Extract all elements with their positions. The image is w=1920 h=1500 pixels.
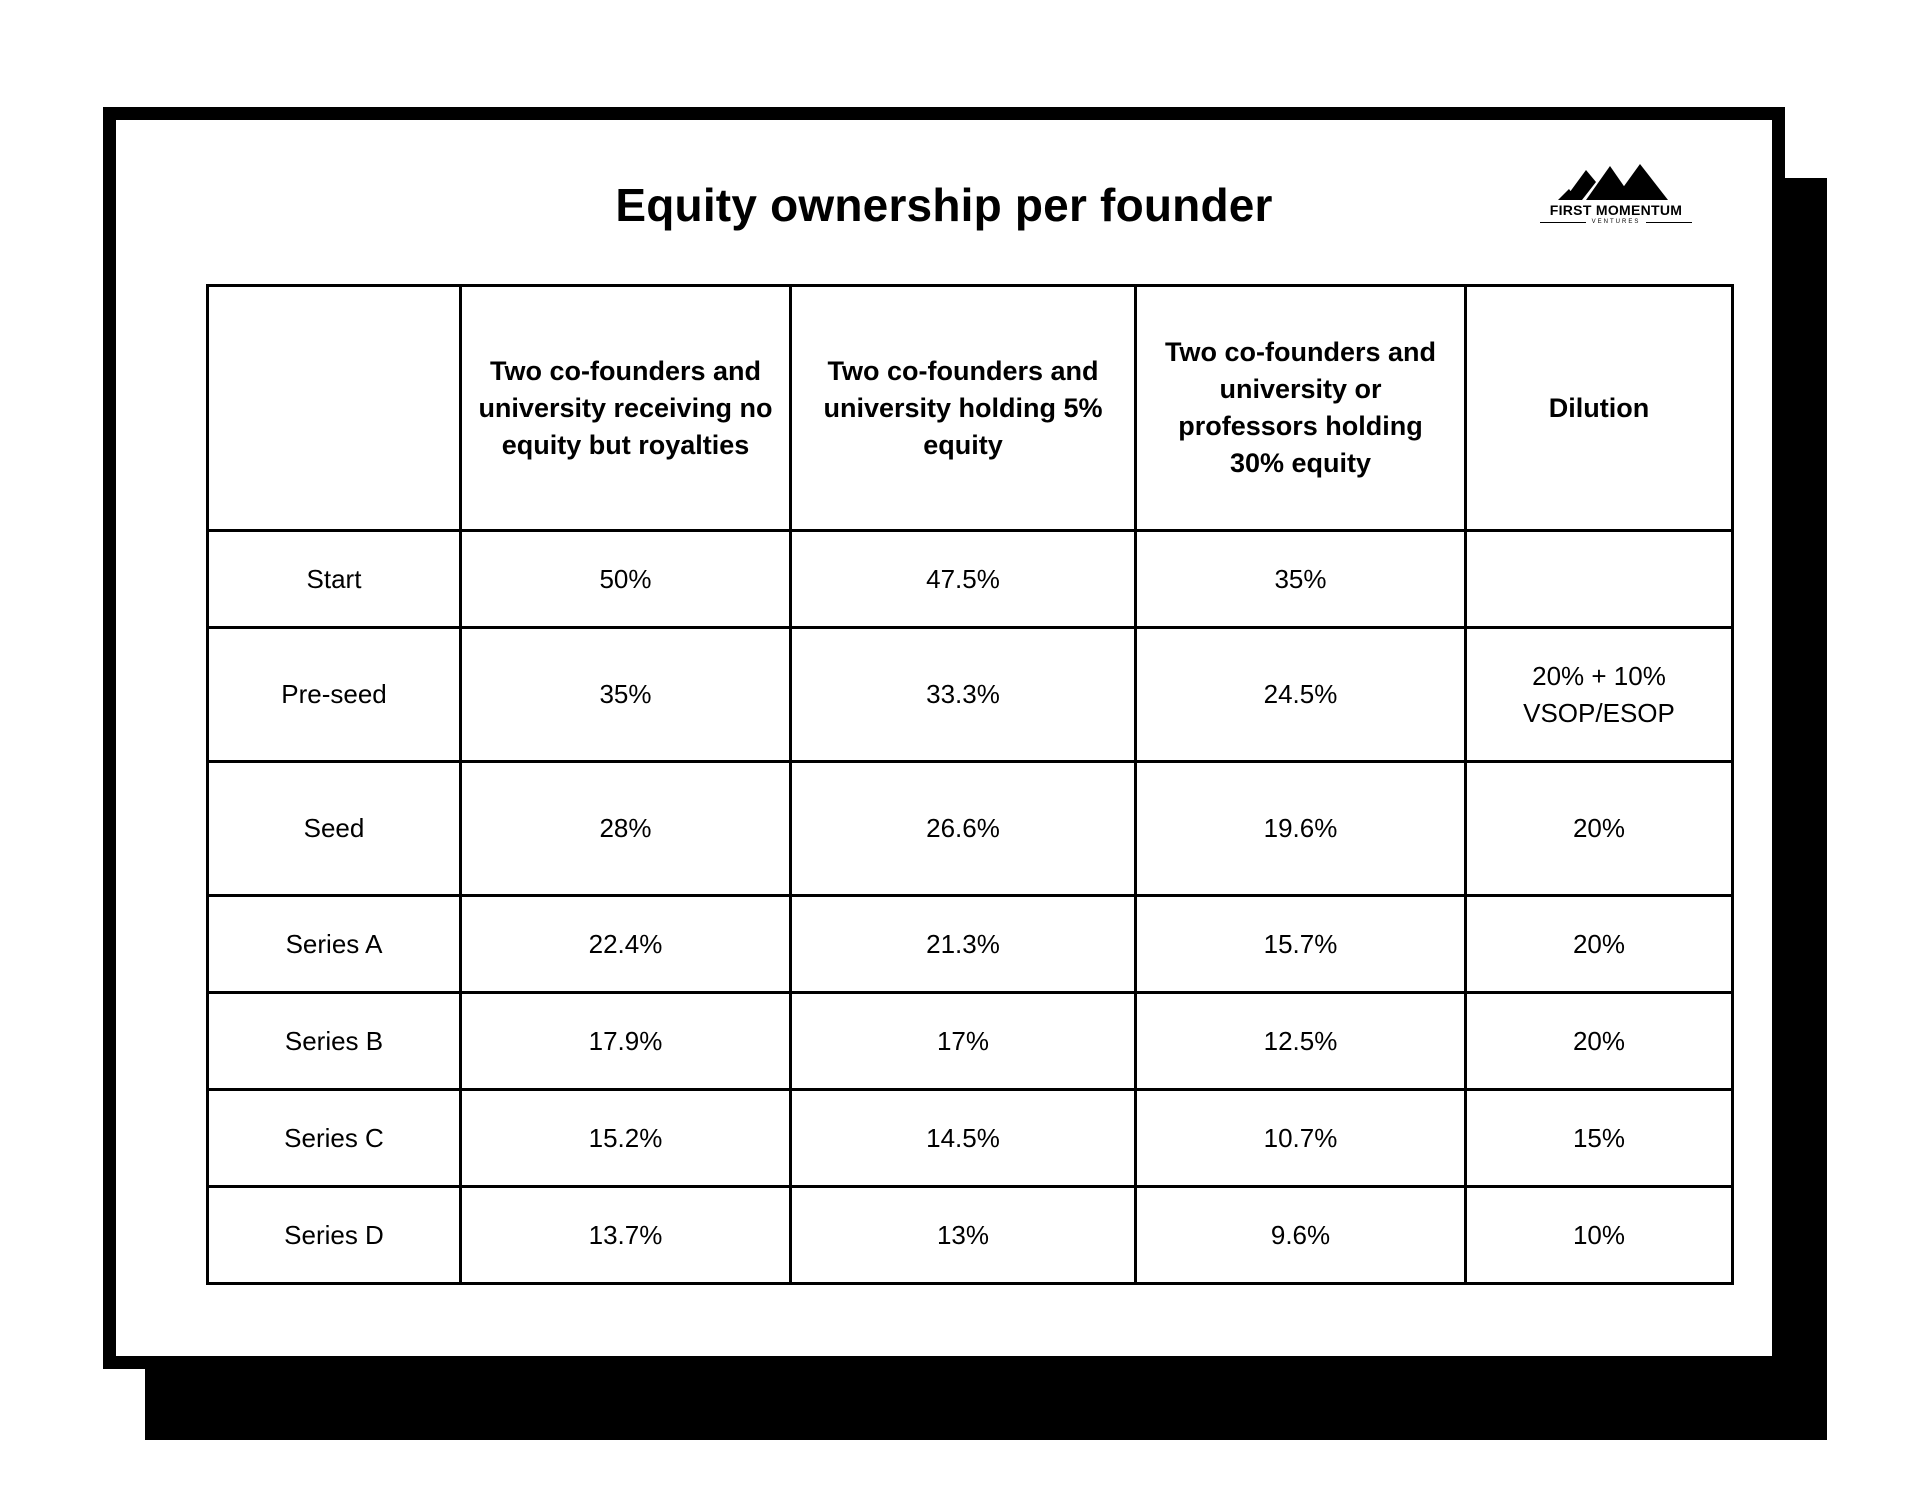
logo-rule-left xyxy=(1540,222,1586,223)
stage-cell: Seed xyxy=(208,762,461,896)
equity-table xyxy=(206,284,1734,1285)
table-card xyxy=(103,107,1785,1369)
univ-30-cell: 15.7% xyxy=(1136,896,1466,993)
univ-5-cell: 17% xyxy=(791,993,1136,1090)
mountain-peaks-logo-icon xyxy=(1556,160,1676,200)
univ-30-cell: 35% xyxy=(1136,531,1466,628)
royalties-cell: 22.4% xyxy=(461,896,791,993)
univ-30-cell: 9.6% xyxy=(1136,1187,1466,1284)
stage-cell: Pre-seed xyxy=(208,628,461,762)
logo xyxy=(1536,160,1696,240)
univ-30-cell: 10.7% xyxy=(1136,1090,1466,1187)
table-row xyxy=(208,762,1733,896)
table-row xyxy=(208,531,1733,628)
royalties-cell: 28% xyxy=(461,762,791,896)
stage-cell: Series D xyxy=(208,1187,461,1284)
univ-30-cell: 12.5% xyxy=(1136,993,1466,1090)
header-cell-dilution: Dilution xyxy=(1466,286,1733,531)
header-cell-royalties: Two co-founders and university receiving no equity but royalties xyxy=(461,286,791,531)
dilution-cell: 10% xyxy=(1466,1187,1733,1284)
logo-rule-right xyxy=(1646,222,1692,223)
stage-cell: Start xyxy=(208,531,461,628)
dilution-cell: 20% xyxy=(1466,896,1733,993)
univ-30-cell: 24.5% xyxy=(1136,628,1466,762)
univ-5-cell: 13% xyxy=(791,1187,1136,1284)
royalties-cell: 50% xyxy=(461,531,791,628)
table-header-row xyxy=(208,286,1733,531)
stage-cell: Series A xyxy=(208,896,461,993)
dilution-cell: 20% xyxy=(1466,993,1733,1090)
table-row xyxy=(208,993,1733,1090)
royalties-cell: 13.7% xyxy=(461,1187,791,1284)
royalties-cell: 15.2% xyxy=(461,1090,791,1187)
univ-30-cell: 19.6% xyxy=(1136,762,1466,896)
univ-5-cell: 21.3% xyxy=(791,896,1136,993)
header-cell-univ-5: Two co-founders and university holding 5% equity xyxy=(791,286,1136,531)
table-row xyxy=(208,628,1733,762)
dilution-cell xyxy=(1466,531,1733,628)
logo-subtitle xyxy=(1536,219,1696,225)
logo-wordmark: FIRST MOMENTUM xyxy=(1549,202,1683,218)
stage-cell: Series B xyxy=(208,993,461,1090)
univ-5-cell: 26.6% xyxy=(791,762,1136,896)
header-cell-univ-30: Two co-founders and university or professors holding 30% equity xyxy=(1136,286,1466,531)
royalties-cell: 35% xyxy=(461,628,791,762)
header-cell-stage xyxy=(208,286,461,531)
table-row xyxy=(208,1187,1733,1284)
dilution-cell: 15% xyxy=(1466,1090,1733,1187)
univ-5-cell: 14.5% xyxy=(791,1090,1136,1187)
table-row xyxy=(208,896,1733,993)
chart-title: Equity ownership per founder xyxy=(615,179,1273,231)
univ-5-cell: 47.5% xyxy=(791,531,1136,628)
univ-5-cell: 33.3% xyxy=(791,628,1136,762)
dilution-cell: 20% xyxy=(1466,762,1733,896)
dilution-cell: 20% + 10% VSOP/ESOP xyxy=(1466,628,1733,762)
stage-cell: Series C xyxy=(208,1090,461,1187)
table-row xyxy=(208,1090,1733,1187)
royalties-cell: 17.9% xyxy=(461,993,791,1090)
logo-subtitle-text: VENTURES xyxy=(1591,219,1641,225)
